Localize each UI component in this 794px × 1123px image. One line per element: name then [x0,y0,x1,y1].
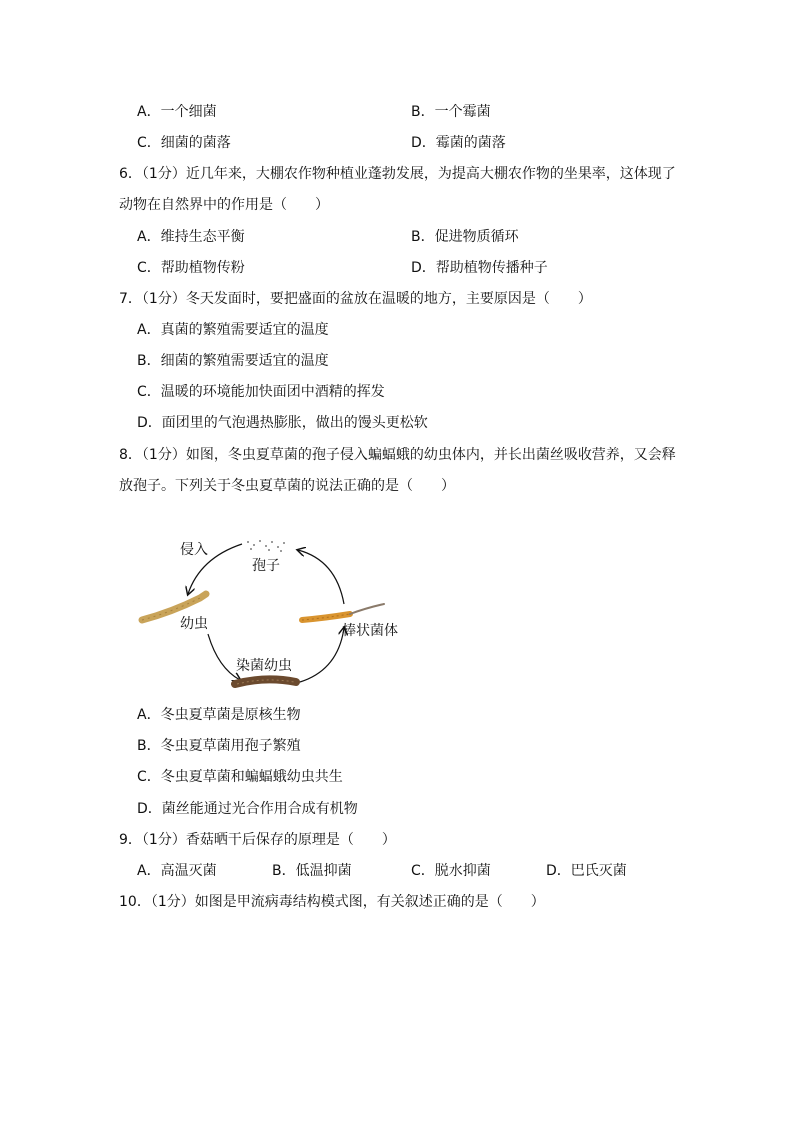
arrow-infected-to-stroma [300,628,344,682]
q5-option-b: B．一个霉菌 [411,104,491,120]
q5-option-d: D．霉菌的菌落 [411,135,506,151]
q8-stem-line2: 放孢子。下列关于冬虫夏草菌的说法正确的是（ ） [119,478,455,494]
q6-option-b: B．促进物质循环 [411,229,519,245]
q8-option-b: B．冬虫夏草菌用孢子繁殖 [137,738,301,754]
q6-stem-line2: 动物在自然界中的作用是（ ） [119,197,329,213]
q7-stem: 7．（1分）冬天发面时，要把盛面的盆放在温暖的地方，主要原因是（ ） [119,291,592,307]
q8-option-d: D．菌丝能通过光合作用合成有机物 [137,801,358,817]
q6-option-d: D．帮助植物传播种子 [411,260,548,276]
q7-option-a: A．真菌的繁殖需要适宜的温度 [137,322,329,338]
label-spore: 孢子 [252,558,280,574]
q6-option-c: C．帮助植物传粉 [137,260,245,276]
q9-stem: 9．（1分）香菇晒干后保存的原理是（ ） [119,832,396,848]
q6-option-a: A．维持生态平衡 [137,229,245,245]
q8-option-a: A．冬虫夏草菌是原核生物 [137,707,301,723]
spore-dots-icon [247,540,285,552]
infected-larva-icon [235,679,296,684]
q8-option-c: C．冬虫夏草菌和蝙蝠蛾幼虫共生 [137,769,343,785]
q7-option-c: C．温暖的环境能加快面团中酒精的挥发 [137,384,385,400]
label-invade: 侵入 [180,542,208,558]
label-infected-larva: 染菌幼虫 [236,658,292,674]
q5-option-c: C．细菌的菌落 [137,135,231,151]
q7-option-b: B．细菌的繁殖需要适宜的温度 [137,353,329,369]
q9-option-d: D．巴氏灭菌 [546,863,627,879]
q9-option-a: A．高温灭菌 [137,863,217,879]
q10-stem: 10．（1分）如图是甲流病毒结构模式图，有关叙述正确的是（ ） [119,894,545,910]
label-larva: 幼虫 [180,616,208,632]
arrow-stroma-to-spore [298,550,344,604]
q7-option-d: D．面团里的气泡遇热膨胀，做出的馒头更松软 [137,415,428,431]
label-stroma: 棒状菌体 [342,623,398,639]
q9-option-b: B．低温抑菌 [272,863,352,879]
stroma-icon [302,604,384,620]
q6-stem-line1: 6．（1分）近几年来，大棚农作物种植业蓬勃发展，为提高大棚农作物的坐果率，这体现了 [119,166,676,182]
q8-stem-line1: 8．（1分）如图，冬虫夏草菌的孢子侵入蝙蝠蛾的幼虫体内，并长出菌丝吸收营养，又会释 [119,447,676,463]
q5-option-a: A．一个细菌 [137,104,217,120]
cordyceps-life-cycle-diagram [130,530,410,700]
q9-option-c: C．脱水抑菌 [411,863,491,879]
